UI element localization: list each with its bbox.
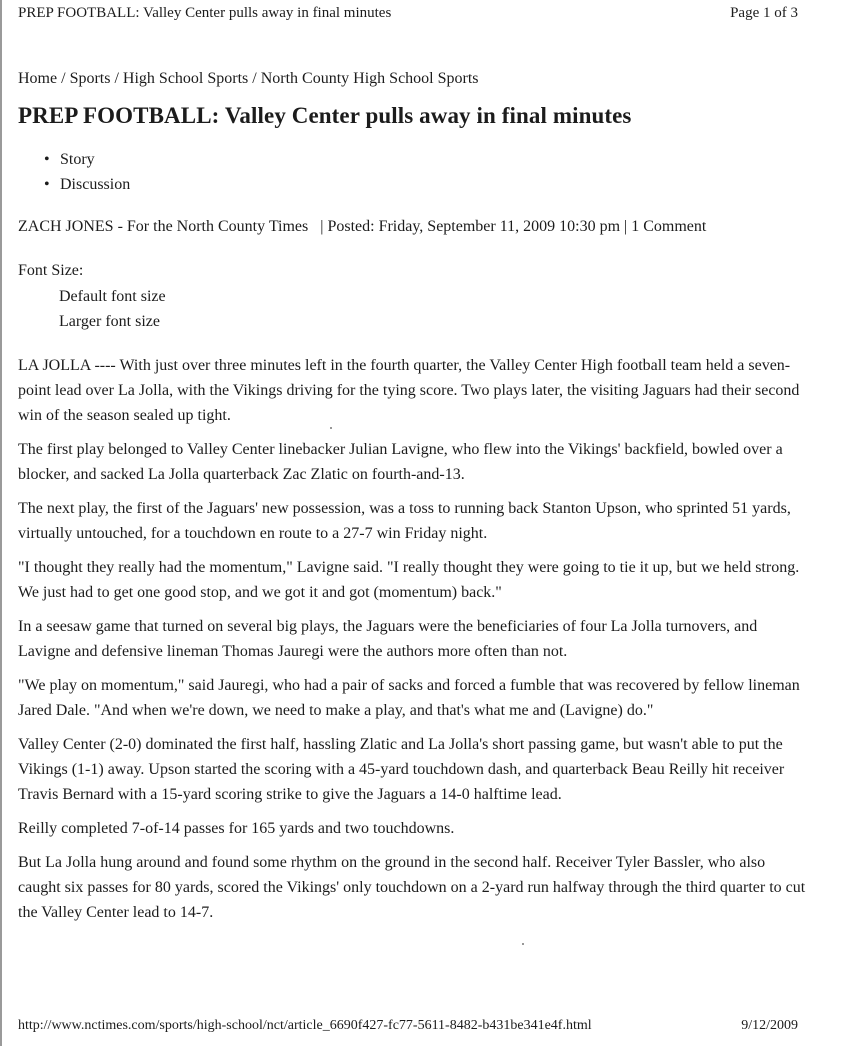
breadcrumb-high-school-sports-link[interactable]: High School Sports — [122, 70, 249, 87]
article-paragraph: In a seesaw game that turned on several big plays, the Jaguars were the beneficiaries of four La Jolla turnovers, and Lavigne and defensive lineman Thomas Jauregi were the authors more often than not. — [18, 618, 758, 660]
article-paragraph: The next play, the first of the Jaguars' new possession, was a toss to running back Stanton Upson, who sprinted 51 yards, virtually untouched, for a touchdown en route to a 27-7 win Friday night. — [18, 500, 791, 542]
print-footer-date: 9/12/2009 — [741, 1018, 798, 1033]
article-headline: PREP FOOTBALL: Valley Center pulls away in final minutes — [18, 103, 632, 128]
scan-speck — [522, 943, 524, 945]
article-body — [18, 353, 808, 934]
article-paragraph: Valley Center (2-0) dominated the first half, hassling Zlatic and La Jolla's short passing game, but wasn't able to put the Vikings (1-1) away. Upson started the scoring with a 45-yard touchdown dash, and quarterback Beau Reilly hit receiver Travis Bernard with a 15-yard scoring strike to give the Jaguars a 14-0 halftime lead. — [18, 736, 785, 803]
breadcrumb-separator: / — [248, 70, 261, 87]
article-paragraph: "I thought they really had the momentum," Lavigne said. "I really thought they were going to tie it up, but we held strong. We just had to get one good stop, and we got it and got (momentum) back." — [18, 559, 800, 601]
print-header-title: PREP FOOTBALL: Valley Center pulls away in final minutes — [18, 5, 392, 21]
font-size-label: Font Size: — [18, 262, 84, 279]
tab-discussion[interactable]: • Discussion — [44, 175, 130, 200]
breadcrumb-separator: / — [110, 70, 123, 87]
print-header-page-number: Page 1 of 3 — [730, 5, 798, 21]
article-paragraph: "We play on momentum," said Jauregi, who had a pair of sacks and forced a fumble that was recovered by fellow lineman Jared Dale. "And when we're down, we need to make a play, and that's what me and (Lavigne) do." — [18, 677, 800, 719]
breadcrumb-separator: / — [57, 70, 70, 87]
breadcrumb-north-county-link[interactable]: North County High School Sports — [260, 70, 479, 87]
breadcrumb-home-link[interactable]: Home — [18, 70, 58, 87]
default-font-size-option[interactable]: Default font size — [59, 288, 166, 305]
print-footer-url: http://www.nctimes.com/sports/high-school/nct/article_6690f427-fc77-5611-8482-b431be341e4f.html — [18, 1018, 592, 1033]
larger-font-size-option[interactable]: Larger font size — [59, 313, 160, 330]
article-tabs — [44, 150, 130, 200]
scan-speck — [330, 427, 332, 429]
article-paragraph: LA JOLLA ---- With just over three minutes left in the fourth quarter, the Valley Center High football team held a seven-point lead over La Jolla, with the Vikings driving for the tying score. Two plays later, the visiting Jaguars had their second win of the season sealed up tight. — [18, 357, 800, 424]
scan-edge-line — [0, 0, 2, 1046]
tab-story[interactable]: • Story — [44, 150, 130, 175]
article-byline: ZACH JONES - For the North County Times | Posted: Friday, September 11, 2009 10:30 pm | 1 Comment — [18, 218, 707, 235]
breadcrumb — [18, 70, 479, 88]
article-paragraph: The first play belonged to Valley Center linebacker Julian Lavigne, who flew into the Vikings' backfield, bowled over a blocker, and sacked La Jolla quarterback Zac Zlatic on fourth-and-13. — [18, 441, 783, 483]
font-size-control — [18, 261, 166, 337]
article-paragraph: But La Jolla hung around and found some rhythm on the ground in the second half. Receiver Tyler Bassler, who also caught six passes for 80 yards, scored the Vikings' only touchdown on a 2-yard run halfway through the third quarter to cut the Valley Center lead to 14-7. — [18, 854, 806, 921]
article-paragraph: Reilly completed 7-of-14 passes for 165 yards and two touchdowns. — [18, 820, 455, 837]
breadcrumb-sports-link[interactable]: Sports — [69, 70, 111, 87]
